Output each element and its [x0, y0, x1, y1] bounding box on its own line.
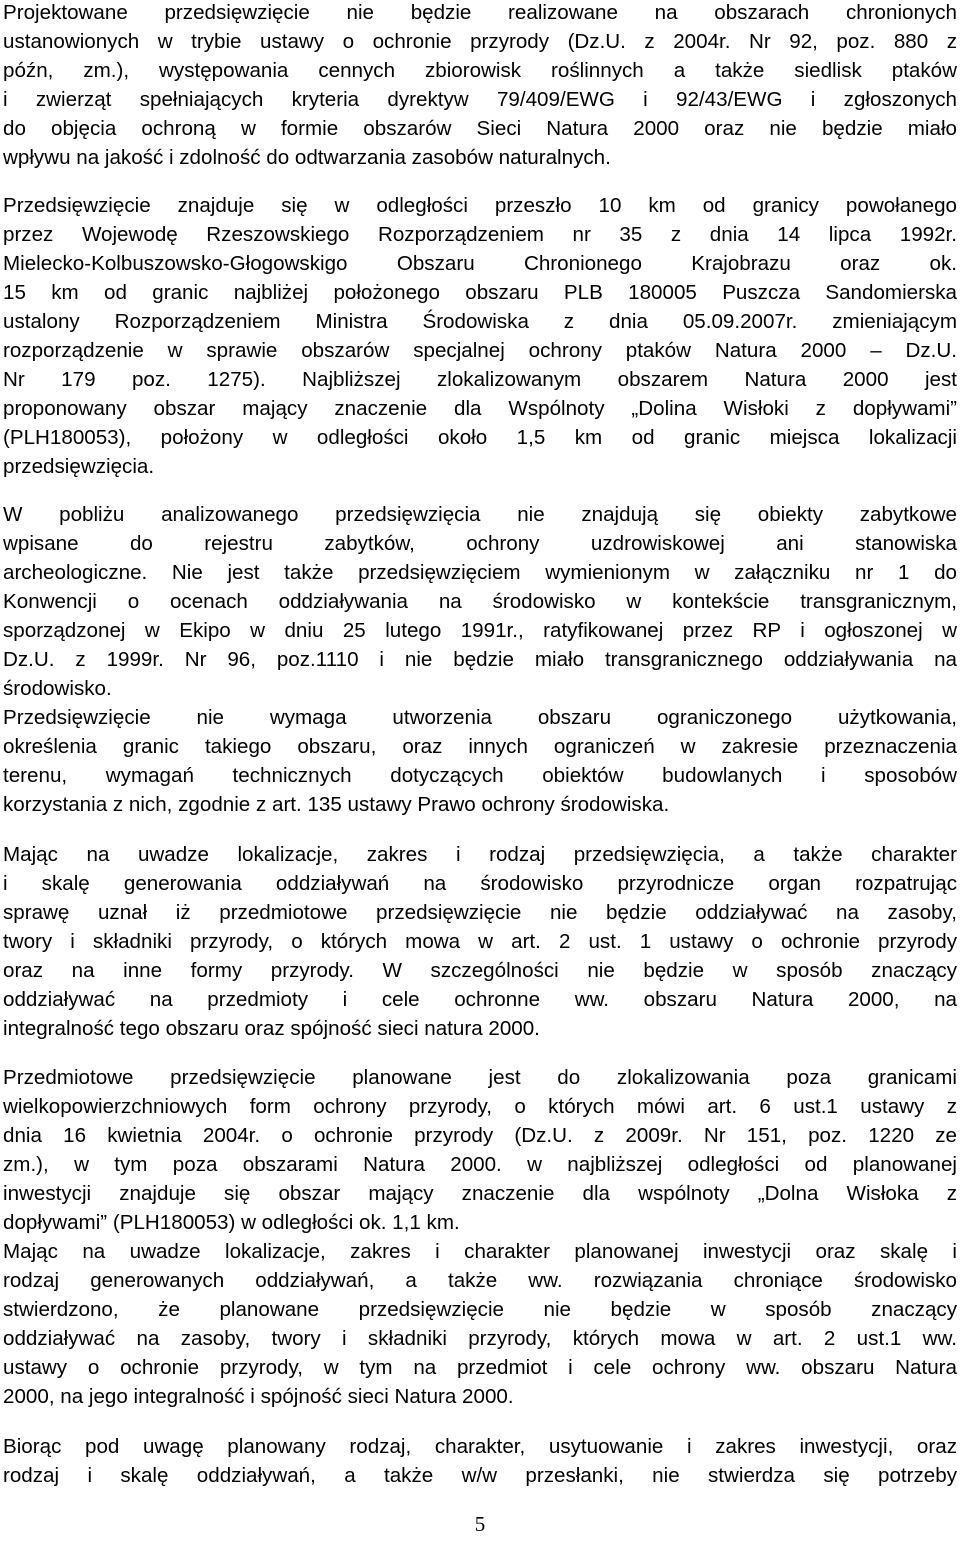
text-line: oddziaływać na zasoby, twory i składniki przyrody, których mowa w art. 2 ust.1 ww.	[3, 1327, 957, 1350]
text-line: Konwencji o ocenach oddziaływania na środowisko w kontekście transgranicznym,	[3, 590, 957, 613]
text-line: sprawę uznał iż przedmiotowe przedsięwzięcie nie będzie oddziaływać na zasoby,	[3, 901, 957, 924]
text-line: wielkopowierzchniowych form ochrony przyrody, o których mówi art. 6 ust.1 ustawy z	[3, 1095, 957, 1118]
text-line: (PLH180053), położony w odległości około 1,5 km od granic miejsca lokalizacji	[3, 426, 957, 449]
text-line: Dz.U. z 1999r. Nr 96, poz.1110 i nie będzie miało transgranicznego oddziaływania na	[3, 648, 957, 671]
text-line: i zwierząt spełniających kryteria dyrektyw 79/409/EWG i 92/43/EWG i zgłoszonych	[3, 88, 957, 111]
text-line: i skalę generowania oddziaływań na środowisko przyrodnicze organ rozpatrując	[3, 872, 957, 895]
text-line: rodzaj i skalę oddziaływań, a także w/w przesłanki, nie stwierdza się potrzeby	[3, 1464, 957, 1487]
text-line: Mając na uwadze lokalizacje, zakres i rodzaj przedsięwzięcia, a także charakter	[3, 843, 957, 866]
text-line: integralność tego obszaru oraz spójność sieci natura 2000.	[3, 1017, 540, 1040]
text-line: przez Wojewodę Rzeszowskiego Rozporządzeniem nr 35 z dnia 14 lipca 1992r.	[3, 223, 957, 246]
text-line: do objęcia ochroną w formie obszarów Sieci Natura 2000 oraz nie będzie miało	[3, 117, 957, 140]
text-line: 15 km od granic najbliżej położonego obszaru PLB 180005 Puszcza Sandomierska	[3, 281, 957, 304]
text-line: terenu, wymagań technicznych dotyczących obiektów budowlanych i sposobów	[3, 764, 957, 787]
page-number: 5	[474, 1512, 486, 1536]
text-line: Przedsięwzięcie znajduje się w odległości przeszło 10 km od granicy powołanego	[3, 194, 957, 217]
text-line: przedsięwzięcia.	[3, 455, 155, 478]
text-line: dopływami” (PLH180053) w odległości ok. 1,1 km.	[3, 1211, 460, 1234]
text-line: wpisane do rejestru zabytków, ochrony uzdrowiskowej ani stanowiska	[3, 532, 957, 555]
text-line: rozporządzenie w sprawie obszarów specjalnej ochrony ptaków Natura 2000 – Dz.U.	[3, 339, 957, 362]
text-line: W pobliżu analizowanego przedsięwzięcia nie znajdują się obiekty zabytkowe	[3, 503, 957, 526]
text-line: rodzaj generowanych oddziaływań, a także ww. rozwiązania chroniące środowisko	[3, 1269, 957, 1292]
text-line: określenia granic takiego obszaru, oraz innych ograniczeń w zakresie przeznaczenia	[3, 735, 957, 758]
text-line: oraz na inne formy przyrody. W szczególności nie będzie w sposób znaczący	[3, 959, 957, 982]
text-line: Nr 179 poz. 1275). Najbliższej zlokalizowanym obszarem Natura 2000 jest	[3, 368, 957, 391]
text-line: sporządzonej w Ekipo w dniu 25 lutego 1991r., ratyfikowanej przez RP i ogłoszonej w	[3, 619, 957, 642]
text-line: stwierdzono, że planowane przedsięwzięcie nie będzie w sposób znaczący	[3, 1298, 957, 1321]
text-line: archeologiczne. Nie jest także przedsięwzięciem wymienionym w załączniku nr 1 do	[3, 561, 957, 584]
text-line: ustanowionych w trybie ustawy o ochronie przyrody (Dz.U. z 2004r. Nr 92, poz. 880 z	[3, 30, 957, 53]
text-line: Projektowane przedsięwzięcie nie będzie realizowane na obszarach chronionych	[3, 1, 957, 24]
text-line: Mając na uwadze lokalizacje, zakres i charakter planowanej inwestycji oraz skalę i	[3, 1240, 957, 1263]
text-line: dnia 16 kwietnia 2004r. o ochronie przyrody (Dz.U. z 2009r. Nr 151, poz. 1220 ze	[3, 1124, 957, 1147]
text-line: 2000, na jego integralność i spójność sieci Natura 2000.	[3, 1385, 514, 1408]
text-line: późn, zm.), występowania cennych zbiorowisk roślinnych a także siedlisk ptaków	[3, 59, 957, 82]
text-line: Przedmiotowe przedsięwzięcie planowane jest do zlokalizowania poza granicami	[3, 1066, 957, 1089]
text-line: proponowany obszar mający znaczenie dla Wspólnoty „Dolina Wisłoki z dopływami”	[3, 397, 957, 420]
text-line: ustawy o ochronie przyrody, w tym na przedmiot i cele ochrony ww. obszaru Natura	[3, 1356, 957, 1379]
text-line: korzystania z nich, zgodnie z art. 135 ustawy Prawo ochrony środowiska.	[3, 793, 670, 816]
text-line: Biorąc pod uwagę planowany rodzaj, charakter, usytuowanie i zakres inwestycji, oraz	[3, 1435, 957, 1458]
text-line: zm.), w tym poza obszarami Natura 2000. w najbliższej odległości od planowanej	[3, 1153, 957, 1176]
text-line: oddziaływać na przedmioty i cele ochronne ww. obszaru Natura 2000, na	[3, 988, 957, 1011]
text-line: twory i składniki przyrody, o których mowa w art. 2 ust. 1 ustawy o ochronie przyrody	[3, 930, 957, 953]
text-line: wpływu na jakość i zdolność do odtwarzania zasobów naturalnych.	[3, 146, 611, 169]
text-line: ustalony Rozporządzeniem Ministra Środowiska z dnia 05.09.2007r. zmieniającym	[3, 310, 957, 333]
text-line: inwestycji znajduje się obszar mający znaczenie dla wspólnoty „Dolna Wisłoka z	[3, 1182, 957, 1205]
text-line: Przedsięwzięcie nie wymaga utworzenia obszaru ograniczonego użytkowania,	[3, 706, 957, 729]
text-line: środowisko.	[3, 677, 112, 700]
text-line: Mielecko-Kolbuszowsko-Głogowskigo Obszaru Chronionego Krajobrazu oraz ok.	[3, 252, 957, 275]
